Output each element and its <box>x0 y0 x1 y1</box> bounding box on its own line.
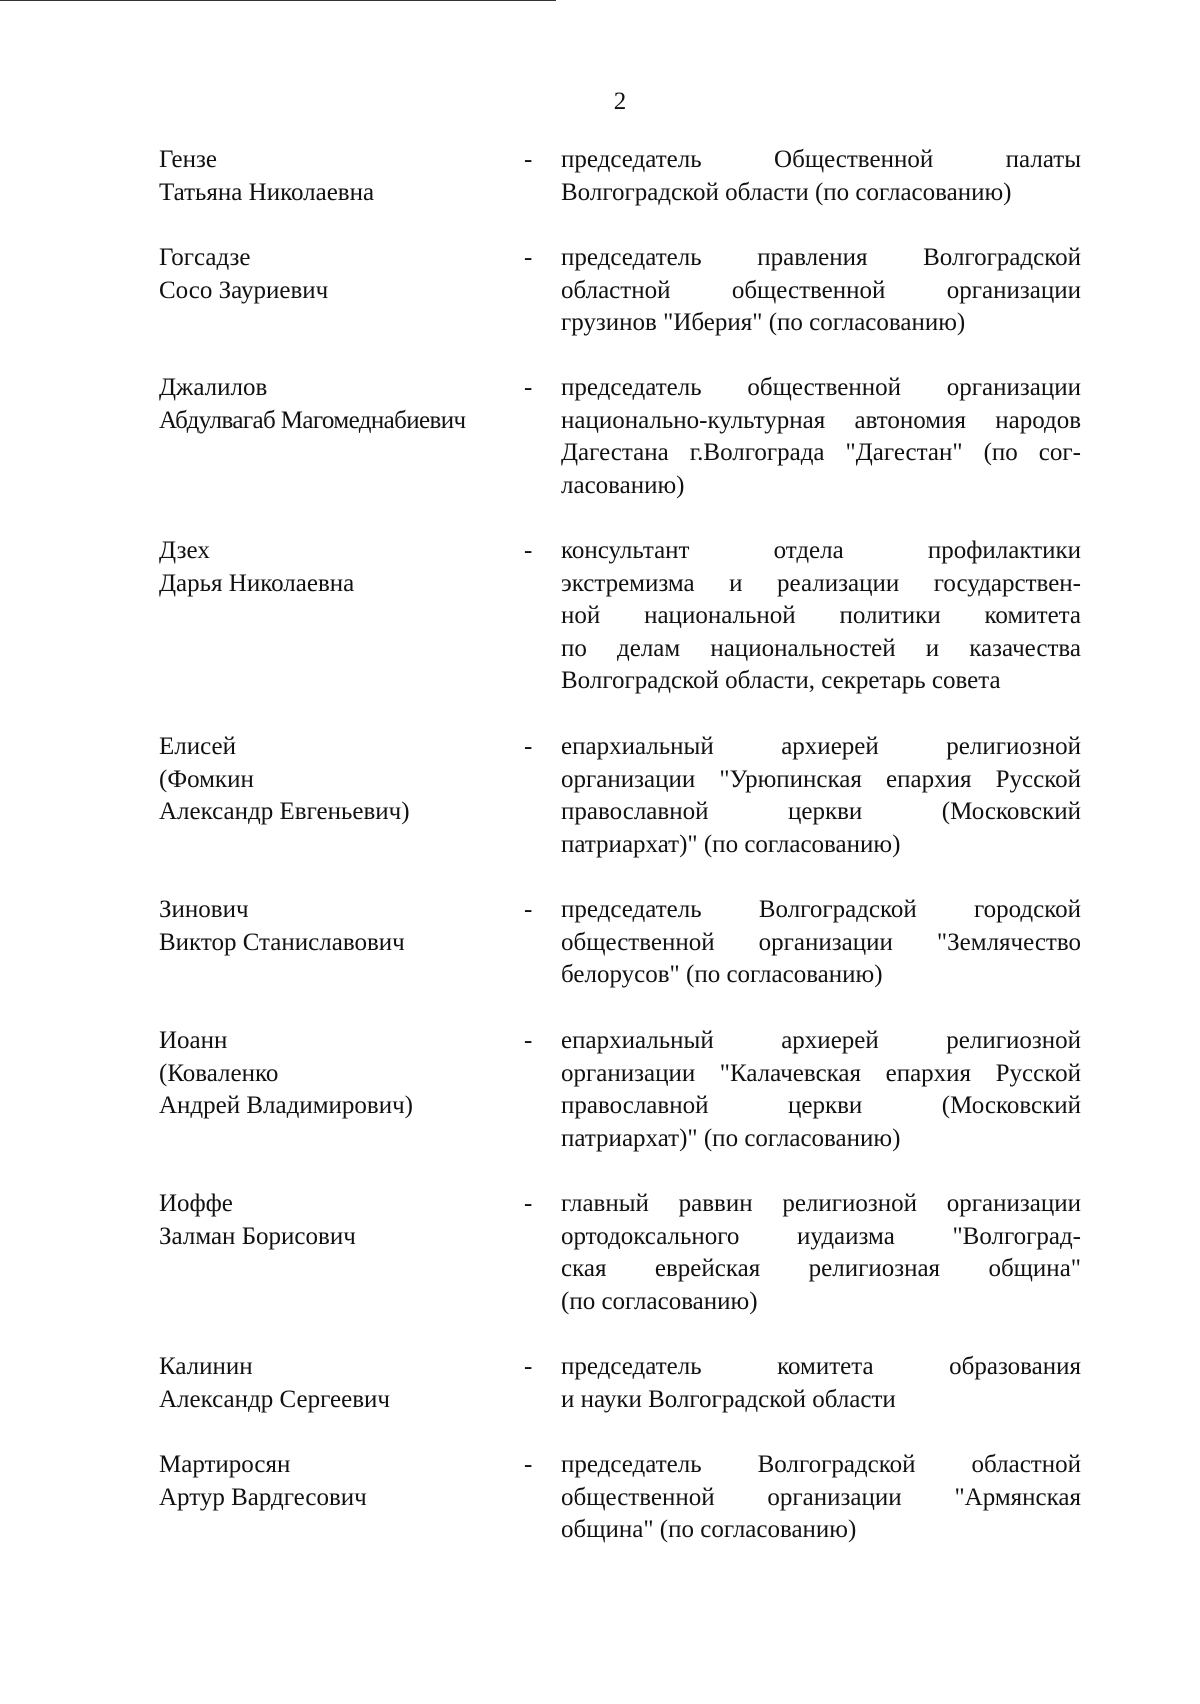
member-name <box>159 1351 519 1416</box>
member-role <box>561 1449 1081 1547</box>
role-line: ская еврейская религиозная община" <box>561 1255 1081 1282</box>
member-name-line: Елисей <box>159 733 237 760</box>
role-line: национально-культурная автономия народов <box>561 406 1081 434</box>
member-name-line: Залман Борисович <box>159 1222 356 1250</box>
member-name-line: Александр Сергеевич <box>159 1385 390 1413</box>
role-line: консультант отдела профилактики <box>561 537 1081 564</box>
member-role <box>561 1025 1081 1155</box>
role-line: организации "Урюпинская епархия Русской <box>561 765 1081 793</box>
role-line: епархиальный архиерей религиозной <box>561 733 1081 760</box>
role-line: община" (по согласованию) <box>561 1516 857 1543</box>
member-name-line: (Фомкин <box>159 765 254 793</box>
role-line: председатель общественной организации <box>561 374 1081 401</box>
top-border-line <box>0 0 556 1</box>
role-line: Волгоградской области (по согласованию) <box>561 178 1012 206</box>
role-line: общественной организации "Армянская <box>561 1483 1081 1511</box>
separator-dash: - <box>524 896 533 923</box>
member-role <box>561 731 1081 861</box>
separator-dash: - <box>524 146 533 173</box>
member-role <box>561 1188 1081 1318</box>
member-name-line: Татьяна Николаевна <box>159 178 375 206</box>
separator-dash: - <box>524 537 533 564</box>
role-line: председатель Волгоградской областной <box>561 1451 1081 1478</box>
role-line: ортодоксального иудаизма "Волгоград- <box>561 1222 1081 1250</box>
role-line: Волгоградской области, секретарь совета <box>561 667 1001 694</box>
member-role <box>561 144 1081 209</box>
page-number: 2 <box>613 88 627 115</box>
member-name <box>159 1449 519 1514</box>
separator-dash: - <box>524 1353 533 1380</box>
member-name-line: Джалилов <box>159 374 268 401</box>
member-name-line: Дарья Николаевна <box>159 569 355 597</box>
member-name-line: Иоанн <box>159 1027 228 1054</box>
role-line: патриархат)" (по согласованию) <box>561 1124 901 1152</box>
member-name <box>159 242 519 307</box>
role-line: областной общественной организации <box>561 276 1081 304</box>
member-name-line: Гогсадзе <box>159 244 251 271</box>
member-name-line: Артур Вардгесович <box>159 1483 367 1511</box>
member-name-line: Виктор Станиславович <box>159 928 405 956</box>
member-name-line: Зинович <box>159 896 249 923</box>
role-line: белорусов" (по согласованию) <box>561 961 883 988</box>
member-name-line: Александр Евгеньевич) <box>159 798 410 825</box>
member-name <box>159 1188 519 1253</box>
member-name-line: Мартиросян <box>159 1451 291 1478</box>
separator-dash: - <box>524 374 533 401</box>
separator-dash: - <box>524 733 533 760</box>
role-line: грузинов "Иберия" (по согласованию) <box>561 309 966 336</box>
member-name-line: Дзех <box>159 537 210 564</box>
role-line: председатель Волгоградской городской <box>561 896 1081 923</box>
separator-dash: - <box>524 1451 533 1478</box>
member-name-line: Калинин <box>159 1353 253 1380</box>
member-role <box>561 1351 1081 1416</box>
member-name <box>159 535 519 600</box>
member-name-line: Андрей Владимирович) <box>159 1092 414 1119</box>
role-line: Дагестана г.Волгограда "Дагестан" (по сог- <box>561 439 1081 466</box>
member-name-line: (Коваленко <box>159 1059 279 1087</box>
separator-dash: - <box>524 1027 533 1054</box>
role-line: главный раввин религиозной организации <box>561 1190 1081 1217</box>
role-line: ной национальной политики комитета <box>561 602 1081 629</box>
member-name <box>159 144 519 209</box>
role-line: епархиальный архиерей религиозной <box>561 1027 1081 1054</box>
role-line: православной церкви (Московский <box>561 1092 1081 1119</box>
role-line: председатель Общественной палаты <box>561 146 1081 173</box>
role-line: председатель комитета образования <box>561 1353 1081 1380</box>
separator-dash: - <box>524 1190 533 1217</box>
role-line: общественной организации "Землячество <box>561 928 1081 956</box>
role-line: патриархат)" (по согласованию) <box>561 830 901 858</box>
member-name <box>159 731 519 829</box>
role-line: православной церкви (Московский <box>561 798 1081 825</box>
member-role <box>561 535 1081 698</box>
member-role <box>561 242 1081 340</box>
member-name-line: Абдулвагаб Магомеднабиевич <box>159 406 466 434</box>
role-line: председатель правления Волгоградской <box>561 244 1081 271</box>
separator-dash: - <box>524 244 533 271</box>
role-line: и науки Волгоградской области <box>561 1385 896 1413</box>
member-name <box>159 894 519 959</box>
role-line: ласованию) <box>561 471 685 499</box>
member-name-line: Иоффе <box>159 1190 233 1217</box>
role-line: экстремизма и реализации государствен- <box>561 569 1081 597</box>
role-line: организации "Калачевская епархия Русской <box>561 1059 1081 1087</box>
member-role <box>561 372 1081 502</box>
role-line: (по согласованию) <box>561 1287 758 1315</box>
member-name-line: Гензе <box>159 146 217 173</box>
member-name <box>159 1025 519 1123</box>
role-line: по делам национальностей и казачества <box>561 634 1081 662</box>
member-name-line: Сосо Зауриевич <box>159 276 329 304</box>
member-role <box>561 894 1081 992</box>
member-name <box>159 372 519 437</box>
